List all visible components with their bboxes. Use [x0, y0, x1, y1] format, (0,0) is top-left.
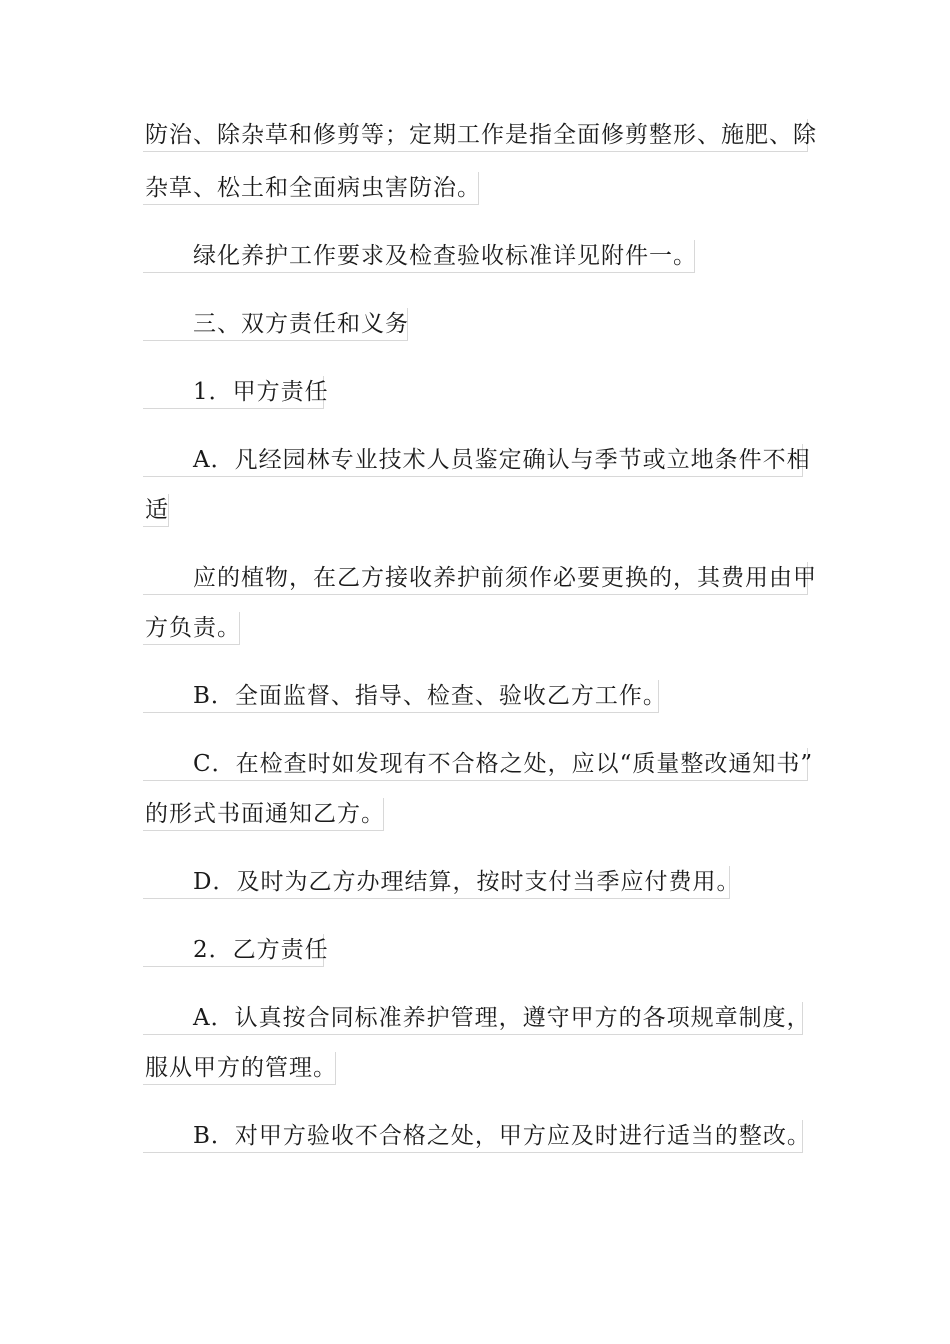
text-line: 方负责。	[143, 612, 240, 645]
text-line: A．认真按合同标准养护管理，遵守甲方的各项规章制度，	[143, 1002, 803, 1035]
text-line: B．对甲方验收不合格之处，甲方应及时进行适当的整改。	[143, 1120, 803, 1153]
text-line: D．及时为乙方办理结算，按时支付当季应付费用。	[143, 866, 730, 899]
subsection-heading: 2．乙方责任	[143, 934, 324, 967]
text-line: 服从甲方的管理。	[143, 1052, 336, 1085]
text-line: 应的植物，在乙方接收养护前须作必要更换的，其费用由甲	[143, 562, 808, 595]
text-line: C．在检查时如发现有不合格之处，应以“质量整改通知书”	[143, 748, 808, 781]
text-line: A．凡经园林专业技术人员鉴定确认与季节或立地条件不相	[143, 444, 803, 477]
text-line: 杂草、松土和全面病虫害防治。	[143, 172, 479, 205]
text-line: 适	[143, 494, 169, 527]
text-line: B．全面监督、指导、检查、验收乙方工作。	[143, 680, 659, 713]
text-line: 的形式书面通知乙方。	[143, 798, 384, 831]
section-heading: 三、双方责任和义务	[143, 308, 408, 341]
text-line: 绿化养护工作要求及检查验收标准详见附件一。	[143, 240, 695, 273]
text-line: 防治、除杂草和修剪等；定期工作是指全面修剪整形、施肥、除	[143, 119, 808, 152]
subsection-heading: 1．甲方责任	[143, 376, 324, 409]
